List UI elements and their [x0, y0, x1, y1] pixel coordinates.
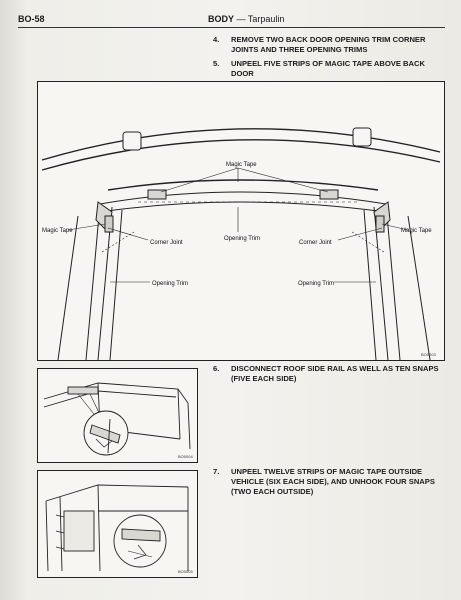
- label-magic-tape-left: Magic Tape: [42, 228, 73, 234]
- label-opening-trim-left: Opening Trim: [152, 281, 189, 287]
- label-magic-tape-top: Magic Tape: [226, 162, 257, 168]
- roof-side-rail-diagram: [38, 369, 197, 462]
- step-text: UNPEEL TWELVE STRIPS OF MAGIC TAPE OUTSIDE VEHICLE (SIX EACH SIDE), AND UNHOOK FOUR SNAPS (TWO EACH OUTSIDE): [231, 467, 435, 496]
- subsection-title: Tarpaulin: [247, 14, 285, 24]
- figure-code: BO0005: [178, 569, 193, 574]
- page-header: [208, 14, 284, 24]
- main-figure: [37, 81, 445, 361]
- header-dash: —: [236, 14, 248, 24]
- label-corner-joint-left: Corner Joint: [150, 240, 183, 246]
- label-magic-tape-right: Magic Tape: [401, 228, 432, 234]
- step-text: REMOVE TWO BACK DOOR OPENING TRIM CORNER JOINTS AND THREE OPENING TRIMS: [231, 35, 426, 54]
- page-number: BO-58: [18, 14, 45, 24]
- rear-roof-diagram: [38, 82, 444, 360]
- label-opening-trim-right: Opening Trim: [298, 281, 335, 287]
- header-rule: [18, 27, 445, 28]
- figure-code: BO0004: [178, 454, 193, 459]
- figure-code: BO0003: [421, 352, 436, 357]
- figure-roof-side-rail: [37, 368, 198, 463]
- figure-outside-magic-tape: [37, 470, 198, 578]
- outside-tape-diagram: [38, 471, 197, 577]
- step-number: 5.: [213, 59, 220, 68]
- section-title: BODY: [208, 14, 235, 24]
- label-corner-joint-right: Corner Joint: [299, 240, 332, 246]
- step-text: UNPEEL FIVE STRIPS OF MAGIC TAPE ABOVE BACK DOOR: [231, 59, 425, 78]
- step-text: DISCONNECT ROOF SIDE RAIL AS WELL AS TEN SNAPS (FIVE EACH SIDE): [231, 364, 439, 383]
- step-number: 7.: [213, 467, 220, 476]
- step-number: 6.: [213, 364, 220, 373]
- step-number: 4.: [213, 35, 220, 44]
- label-opening-trim-center: Opening Trim: [224, 236, 261, 242]
